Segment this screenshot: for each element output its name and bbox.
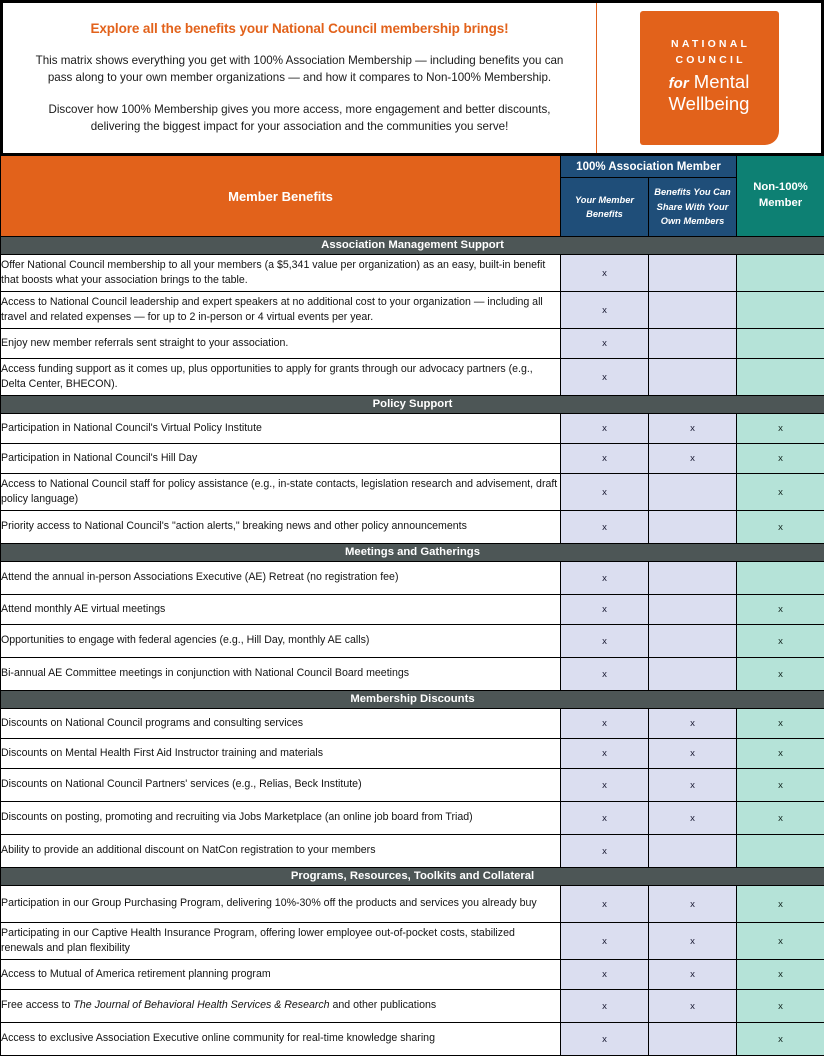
journal-title: The Journal of Behavioral Health Services & Research [73,999,329,1011]
column-group-header-100-association-member: 100% Association Member [561,156,737,178]
benefit-mark-non-100-member: x [737,739,824,769]
benefits-matrix-table [0,155,824,1056]
benefit-mark-share-with-members [649,562,737,595]
intro-banner [0,0,824,155]
benefit-mark-share-with-members: x [649,709,737,739]
benefit-description: Priority access to National Council's "action alerts," breaking news and other policy announcements [1,511,561,544]
benefit-mark-share-with-members: x [649,923,737,960]
section-title: Association Management Support [1,237,824,255]
benefit-mark-non-100-member [737,562,824,595]
benefit-mark-your-member-benefits: x [561,625,649,658]
benefit-mark-your-member-benefits: x [561,960,649,990]
benefit-mark-share-with-members: x [649,960,737,990]
benefit-mark-non-100-member: x [737,960,824,990]
benefit-mark-your-member-benefits: x [561,802,649,835]
logo-word-for: for [669,75,689,92]
benefit-mark-your-member-benefits: x [561,595,649,625]
benefit-mark-non-100-member: x [737,923,824,960]
benefit-mark-non-100-member [737,835,824,868]
table-row [1,292,824,329]
benefit-mark-non-100-member: x [737,769,824,802]
table-header [1,156,824,237]
benefit-mark-your-member-benefits: x [561,709,649,739]
table-row [1,923,824,960]
benefit-description: Participation in National Council's Virtual Policy Institute [1,414,561,444]
benefit-mark-non-100-member [737,255,824,292]
section-header-row [1,868,824,886]
table-row [1,562,824,595]
benefit-mark-share-with-members: x [649,886,737,923]
benefit-mark-share-with-members: x [649,990,737,1023]
benefit-mark-share-with-members [649,255,737,292]
table-row [1,802,824,835]
benefit-mark-your-member-benefits: x [561,414,649,444]
benefit-mark-non-100-member: x [737,595,824,625]
table-row [1,709,824,739]
table-row [1,1023,824,1056]
benefit-mark-share-with-members [649,625,737,658]
benefit-mark-share-with-members: x [649,802,737,835]
benefit-description: Access to National Council staff for policy assistance (e.g., in-state contacts, legislation research and advisement, draft policy language) [1,474,561,511]
benefit-mark-non-100-member: x [737,886,824,923]
table-row [1,414,824,444]
benefit-mark-share-with-members [649,511,737,544]
banner-paragraph-1: This matrix shows everything you get with 100% Association Membership — including benefits you can pass along to your own member organizations — and how it compares to Non-100% Membership. [23,53,576,87]
benefit-mark-non-100-member: x [737,802,824,835]
table-row [1,769,824,802]
table-row [1,444,824,474]
logo-line-wellbeing: Wellbeing [669,93,750,115]
benefit-description: Participation in our Group Purchasing Program, delivering 10%-30% off the products and services you already buy [1,886,561,923]
benefit-mark-non-100-member: x [737,658,824,691]
table-row [1,658,824,691]
benefit-mark-share-with-members: x [649,414,737,444]
benefit-mark-non-100-member: x [737,1023,824,1056]
column-header-non-100-member: Non-100% Member [737,156,824,237]
benefit-mark-your-member-benefits: x [561,359,649,396]
table-row [1,886,824,923]
benefit-description: Discounts on Mental Health First Aid Instructor training and materials [1,739,561,769]
table-row [1,960,824,990]
benefit-description: Opportunities to engage with federal agencies (e.g., Hill Day, monthly AE calls) [1,625,561,658]
section-title: Membership Discounts [1,691,824,709]
benefit-mark-your-member-benefits: x [561,292,649,329]
benefit-mark-non-100-member: x [737,474,824,511]
benefit-mark-your-member-benefits: x [561,562,649,595]
section-title: Programs, Resources, Toolkits and Collateral [1,868,824,886]
intro-banner-text [3,3,597,153]
benefit-description: Participating in our Captive Health Insurance Program, offering lower employee out-of-pocket costs, stabilized renewals and plan flexibility [1,923,561,960]
benefit-mark-your-member-benefits: x [561,886,649,923]
column-header-your-member-benefits: Your Member Benefits [561,178,649,237]
national-council-logo [640,11,779,145]
benefit-mark-share-with-members: x [649,444,737,474]
benefit-description: Access to National Council leadership and expert speakers at no additional cost to your organization — including all travel and related expenses — for up to 2 in-person or 4 virtual events per year. [1,292,561,329]
section-header-row [1,396,824,414]
benefit-description: Ability to provide an additional discount on NatCon registration to your members [1,835,561,868]
table-row [1,739,824,769]
benefit-mark-non-100-member [737,329,824,359]
benefit-mark-your-member-benefits: x [561,769,649,802]
benefit-description: Discounts on National Council Partners' services (e.g., Relias, Beck Institute) [1,769,561,802]
benefit-mark-share-with-members: x [649,739,737,769]
table-row [1,835,824,868]
benefit-description: Access funding support as it comes up, plus opportunities to apply for grants through our advocacy partners (e.g., Delta Center, BHECON). [1,359,561,396]
benefit-mark-your-member-benefits: x [561,923,649,960]
table-row [1,329,824,359]
table-row [1,359,824,396]
benefit-description: Attend the annual in-person Associations Executive (AE) Retreat (no registration fee) [1,562,561,595]
benefit-mark-your-member-benefits: x [561,1023,649,1056]
column-header-member-benefits: Member Benefits [1,156,561,237]
benefit-mark-your-member-benefits: x [561,835,649,868]
benefit-mark-non-100-member: x [737,511,824,544]
benefit-mark-share-with-members [649,292,737,329]
benefit-mark-share-with-members [649,474,737,511]
benefit-mark-non-100-member: x [737,444,824,474]
benefit-mark-share-with-members [649,595,737,625]
benefit-mark-share-with-members [649,658,737,691]
logo-container [597,3,821,153]
benefit-mark-your-member-benefits: x [561,329,649,359]
benefit-mark-your-member-benefits: x [561,739,649,769]
benefit-mark-your-member-benefits: x [561,658,649,691]
section-title: Policy Support [1,396,824,414]
section-header-row [1,691,824,709]
benefit-mark-share-with-members [649,329,737,359]
section-header-row [1,544,824,562]
benefit-mark-share-with-members: x [649,769,737,802]
benefit-description: Free access to The Journal of Behavioral Health Services & Research and other publications [1,990,561,1023]
logo-line-national: NATIONAL [668,37,750,53]
table-body [1,237,824,1056]
benefit-mark-your-member-benefits: x [561,990,649,1023]
benefit-description: Discounts on National Council programs and consulting services [1,709,561,739]
benefit-mark-non-100-member: x [737,990,824,1023]
benefit-description: Bi-annual AE Committee meetings in conjunction with National Council Board meetings [1,658,561,691]
table-row [1,595,824,625]
benefit-mark-non-100-member [737,359,824,396]
benefit-mark-your-member-benefits: x [561,255,649,292]
benefit-description: Offer National Council membership to all your members (a $5,341 value per organization) as an easy, built-in benefit that boosts what your association brings to the table. [1,255,561,292]
logo-line-for-mental [669,71,750,93]
benefit-description: Participation in National Council's Hill Day [1,444,561,474]
table-row [1,474,824,511]
benefit-mark-your-member-benefits: x [561,474,649,511]
benefit-description: Discounts on posting, promoting and recruiting via Jobs Marketplace (an online job board from Triad) [1,802,561,835]
table-row [1,625,824,658]
benefit-mark-share-with-members [649,359,737,396]
benefit-description: Enjoy new member referrals sent straight to your association. [1,329,561,359]
benefit-mark-non-100-member: x [737,709,824,739]
benefit-description: Access to exclusive Association Executive online community for real-time knowledge sharing [1,1023,561,1056]
benefit-mark-non-100-member [737,292,824,329]
benefit-mark-share-with-members [649,1023,737,1056]
benefit-mark-share-with-members [649,835,737,868]
table-row [1,511,824,544]
benefit-mark-your-member-benefits: x [561,511,649,544]
table-row [1,990,824,1023]
banner-headline: Explore all the benefits your National Council membership brings! [90,21,508,38]
section-header-row [1,237,824,255]
benefit-mark-non-100-member: x [737,414,824,444]
logo-word-mental: Mental [694,71,750,92]
banner-paragraph-2: Discover how 100% Membership gives you more access, more engagement and better discounts, delivering the biggest impact for your association and the communities you serve! [23,102,576,136]
benefit-mark-non-100-member: x [737,625,824,658]
logo-line-council: COUNCIL [672,53,745,69]
section-title: Meetings and Gatherings [1,544,824,562]
benefit-mark-your-member-benefits: x [561,444,649,474]
table-header-row-1 [1,156,824,178]
benefit-description: Attend monthly AE virtual meetings [1,595,561,625]
benefit-description: Access to Mutual of America retirement planning program [1,960,561,990]
column-header-benefits-you-can-share: Benefits You Can Share With Your Own Members [649,178,737,237]
table-row [1,255,824,292]
